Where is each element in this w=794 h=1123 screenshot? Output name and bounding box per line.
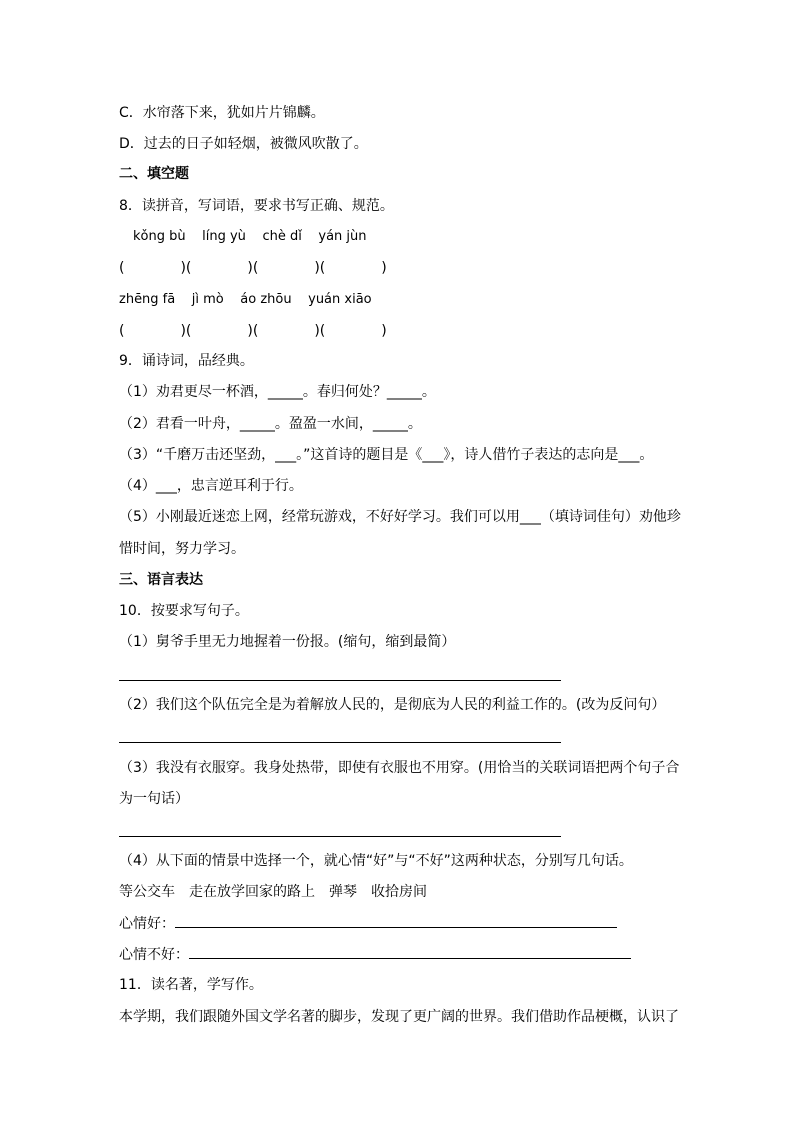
- question-9-prompt: 9．诵诗词，品经典。: [119, 353, 254, 369]
- mood-bad-row: [119, 944, 631, 965]
- question-8-prompt: 8．读拼音，写词语，要求书写正确、规范。: [119, 198, 394, 214]
- mood-good-label: 心情好：: [119, 916, 175, 932]
- option-c: C．水帘落下来，犹如片片锦麟。: [119, 105, 325, 121]
- bracket: (: [119, 323, 125, 339]
- mood-good-row: [119, 913, 617, 934]
- mood-bad-label: 心情不好：: [119, 947, 189, 963]
- pinyin-word: kǒng bù: [133, 229, 186, 244]
- pinyin-word: líng yù: [202, 229, 246, 244]
- question-10-item-4: （4）从下面的情景中选择一个，就心情“好”与“不好”这两种状态，分别写几句话。: [119, 853, 633, 869]
- bracket: (: [119, 260, 125, 276]
- answer-brackets-row-1[interactable]: [119, 258, 387, 278]
- mood-good-answer-line[interactable]: [175, 913, 617, 928]
- scene-options: 等公交车 走在放学回家的路上 弹琴 收拾房间: [119, 884, 427, 900]
- bracket: )(: [247, 323, 259, 339]
- question-10-item-3: （3）我没有衣服穿。我身处热带，即使有衣服也不用穿。(用恰当的关联词语把两个句子合: [119, 760, 680, 776]
- section-title-fill-blank: 二、填空题: [119, 166, 189, 182]
- bracket: )(: [314, 323, 326, 339]
- pinyin-row-2: [119, 290, 372, 310]
- bracket: )(: [180, 260, 192, 276]
- question-10-prompt: 10．按要求写句子。: [119, 603, 249, 619]
- question-9-item-4: （4）___，忠言逆耳利于行。: [119, 478, 303, 494]
- answer-brackets-row-2[interactable]: [119, 321, 387, 341]
- question-9-item-5: （5）小刚最近迷恋上网，经常玩游戏，不好好学习。我们可以用___（填诗词佳句）劝他珍: [119, 509, 681, 525]
- bracket: )(: [180, 323, 192, 339]
- answer-line-1[interactable]: [119, 680, 561, 681]
- question-9-item-1: （1）劝君更尽一杯酒，_____。春归何处？_____。: [119, 384, 436, 400]
- pinyin-word: zhēng fā: [119, 292, 176, 307]
- question-9-item-3: （3）“千磨万击还坚劲，___。”这首诗的题目是《___》，诗人借竹子表达的志向是___。: [119, 447, 654, 463]
- question-10-item-3-cont: 为一句话）: [119, 791, 189, 807]
- section-title-language-expression: 三、语言表达: [119, 572, 203, 588]
- pinyin-word: jì mò: [191, 292, 224, 307]
- answer-line-2[interactable]: [119, 742, 561, 743]
- answer-line-3[interactable]: [119, 836, 561, 837]
- bracket: )(: [314, 260, 326, 276]
- question-11-text: 本学期，我们跟随外国文学名著的脚步，发现了更广阔的世界。我们借助作品梗概，认识了: [119, 1009, 679, 1025]
- question-10-item-2: （2）我们这个队伍完全是为着解放人民的，是彻底为人民的利益工作的。(改为反问句）: [119, 697, 666, 713]
- bracket: ): [381, 260, 387, 276]
- bracket: ): [381, 323, 387, 339]
- pinyin-word: chè dǐ: [262, 229, 302, 244]
- mood-bad-answer-line[interactable]: [189, 944, 631, 959]
- question-9-item-5-cont: 惜时间，努力学习。: [119, 541, 245, 557]
- pinyin-word: áo zhōu: [240, 292, 292, 307]
- pinyin-word: yuán xiāo: [308, 292, 372, 307]
- pinyin-word: yán jùn: [318, 229, 367, 244]
- bracket: )(: [247, 260, 259, 276]
- question-10-item-1: （1）舅爷手里无力地握着一份报。(缩句，缩到最简）: [119, 634, 456, 650]
- option-d: D．过去的日子如轻烟，被微风吹散了。: [119, 136, 368, 152]
- question-11-prompt: 11．读名著，学写作。: [119, 977, 263, 993]
- pinyin-row-1: [133, 227, 367, 247]
- question-9-item-2: （2）君看一叶舟，_____。盈盈一水间，_____。: [119, 416, 422, 432]
